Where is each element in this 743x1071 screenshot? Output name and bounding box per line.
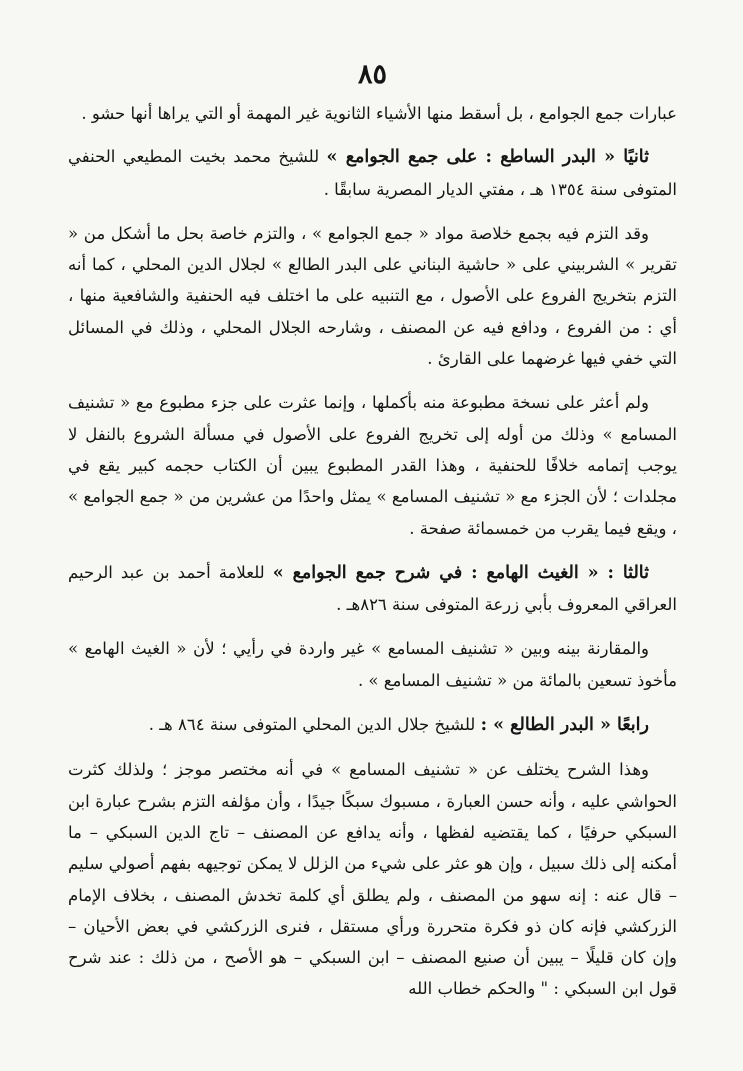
paragraph-2-text: للشيخ محمد بخيت المطيعي الحنفي المتوفى سنة ١٣٥٤ هـ ، مفتي الديار المصرية سابقًا . [68, 147, 677, 199]
paragraph-3 [68, 218, 677, 374]
paragraph-4-text: ولم أعثر على نسخة مطبوعة منه بأكملها ، وإنما عثرت على جزء مطبوع مع « تشنيف المسامع » وذلك من أوله إلى تخريج الفروع على الأصول في مسألة الشروع بالنفل لا يوجب إتمامه خلافًا للحنفية ، وهذا القدر المطبوع يبين أن الكتاب حجمه كبير يقع في مجلدات ؛ لأن الجزء مع « تشنيف المسامع » يمثل واحدًا من عشرين من « جمع الجوامع » ، ويقع فيما يقرب من خمسمائة صفحة . [68, 393, 677, 538]
section-heading-3: ثالثا : « الغيث الهامع : في شرح جمع الجوامع » [272, 562, 649, 583]
paragraph-3-text: وقد التزم فيه بجمع خلاصة مواد « جمع الجوامع » ، والتزم خاصة بحل ما أشكل من « تقرير » الشربيني على « حاشية البناني على البدر الطالع » لجلال الدين المحلي ، كما أنه التزم بتخريج الفروع على الأصول ، مع التنبيه على ما اختلف فيه الحنفية والشافعية منها ، أي : من الفروع ، ودافع فيه عن المصنف ، وشارحه الجلال المحلي ، وذلك في المسائل التي خفي فيها غرضهما على القارئ . [68, 223, 677, 369]
paragraph-5-text: للعلامة أحمد بن عبد الرحيم العراقي المعروف بأبي زرعة المتوفى سنة ٨٢٦هـ . [68, 562, 677, 615]
page-number: ٨٥ [357, 59, 387, 90]
paragraph-7-text: للشيخ جلال الدين المحلي المتوفى سنة ٨٦٤ هـ . [148, 715, 481, 735]
section-heading-4: رابعًا « البدر الطالع » : [480, 715, 649, 736]
paragraph-1-text: عبارات جمع الجوامع ، بل أسقط منها الأشياء الثانوية غير المهمة أو التي يراها أنها حشو . [81, 104, 677, 123]
paragraph-1 [68, 98, 677, 129]
paragraph-4 [68, 387, 677, 543]
section-heading-2: ثانيًا « البدر الساطع : على جمع الجوامع » [326, 147, 649, 168]
paragraph-8-text: وهذا الشرح يختلف عن « تشنيف المسامع » في أنه مختصر موجز ؛ ولذلك كثرت الحواشي عليه ، وأنه حسن العبارة ، مسبوك سبكًا جيدًا ، وأن مؤلفه التزم بشرح عبارة ابن السبكي حرفيًا ، كما يقتضيه لفظها ، وأنه يدافع عن المصنف – تاج الدين السبكي – ما أمكنه إلى ذلك سبيل ، وإن هو عثر على شيء من الزلل لا يمكن توجيهه بفهم أصولي سليم – قال عنه : إنه سهو من المصنف ، ولم يطلق أي كلمة تخدش المصنف ، بخلاف الإمام الزركشي فإنه كان ذو فكرة متحررة ورأي مستقل ، فنرى الزركشي في بعض الأحيان – وإن كان قليلًا – يبين أن صنيع المصنف – ابن السبكي – هو الأصح ، من ذلك : عند شرح قول ابن السبكي : " والحكم خطاب الله [68, 760, 677, 999]
paragraph-6-text: والمقارنة بينه وبين « تشنيف المسامع » غير واردة في رأيي ؛ لأن « الغيث الهامع » مأخوذ تسعين بالمائة من « تشنيف المسامع » . [68, 639, 677, 690]
paragraph-6 [68, 633, 677, 696]
paragraph-8 [68, 754, 677, 1004]
paragraph-5 [68, 557, 677, 621]
paragraph-2 [68, 141, 677, 205]
paragraph-7 [68, 709, 677, 741]
